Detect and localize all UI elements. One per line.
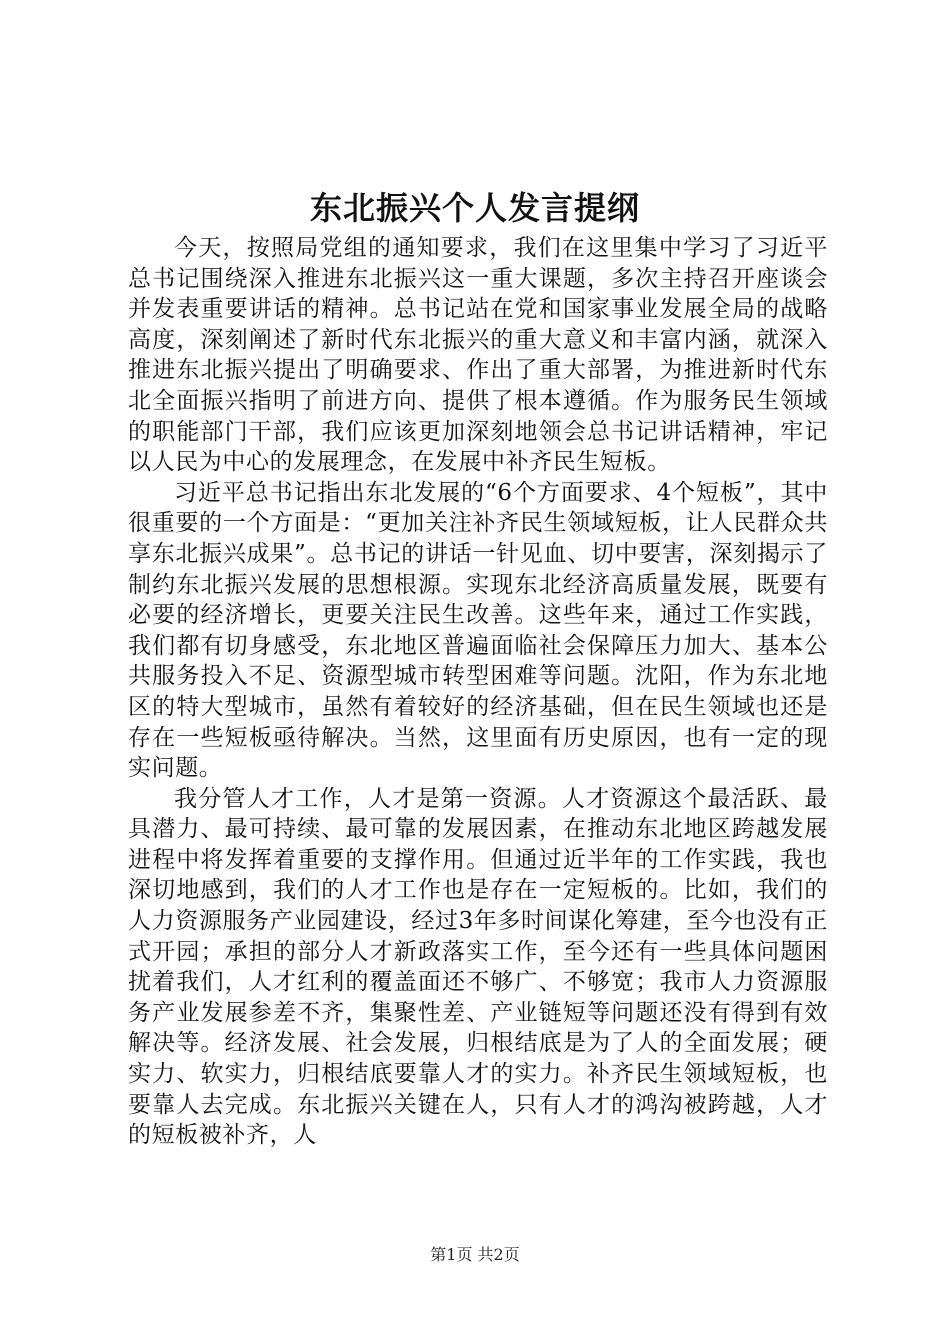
paragraph-1: 今天，按照局党组的通知要求，我们在这里集中学习了习近平总书记围绕深入推进东北振兴这一重大课题，多次主持召开座谈会并发表重要讲话的精神。总书记站在党和国家事业发展全局的战略高度，深刻阐述了新时代东北振兴的重大意义和丰富内涵，就深入推进东北振兴提出了明确要求、作出了重大部署，为推进新时代东北全面振兴指明了前进方向、提供了根本遵循。作为服务民生领域的职能部门干部，我们应该更加深刻地领会总书记讲话精神，牢记以人民为中心的发展理念，在发展中补齐民生短板。: [128, 235, 828, 476]
paragraph-2: 习近平总书记指出东北发展的“6个方面要求、4个短板”，其中很重要的一个方面是：“更加关注补齐民生领域短板，让人民群众共享东北振兴成果”。总书记的讲话一针见血、切中要害，深刻揭示了制约东北振兴发展的思想根源。实现东北经济高质量发展，既要有必要的经济增长，更要关注民生改善。这些年来，通过工作实践，我们都有切身感受，东北地区普遍面临社会保障压力加大、基本公共服务投入不足、资源型城市转型困难等问题。沈阳，作为东北地区的特大型城市，虽然有着较好的经济基础，但在民生领域也还是存在一些短板亟待解决。当然，这里面有历史原因，也有一定的现实问题。: [128, 479, 828, 782]
document-title: 东北振兴个人发言提纲: [309, 189, 640, 227]
paragraph-3: 我分管人才工作，人才是第一资源。人才资源这个最活跃、最具潜力、最可持续、最可靠的发展因素，在推动东北地区跨越发展进程中将发挥着重要的支撑作用。但通过近半年的工作实践，我也深切地感到，我们的人才工作也是存在一定短板的。比如，我们的人力资源服务产业园建设，经过3年多时间谋化筹建，至今也没有正式开园；承担的部分人才新政落实工作，至今还有一些具体问题困扰着我们，人才红利的覆盖面还不够广、不够宽；我市人力资源服务产业发展参差不齐，集聚性差、产业链短等问题还没有得到有效解决等。经济发展、社会发展，归根结底是为了人的全面发展；硬实力、软实力，归根结底要靠人才的实力。补齐民生领域短板，也要靠人去完成。东北振兴关键在人，只有人才的鸿沟被跨越，人才的短板被补齐，人: [128, 785, 828, 1149]
document-body: [128, 233, 828, 1151]
page-footer: [0, 1244, 950, 1266]
page-indicator: 第1页 共2页: [430, 1245, 520, 1264]
